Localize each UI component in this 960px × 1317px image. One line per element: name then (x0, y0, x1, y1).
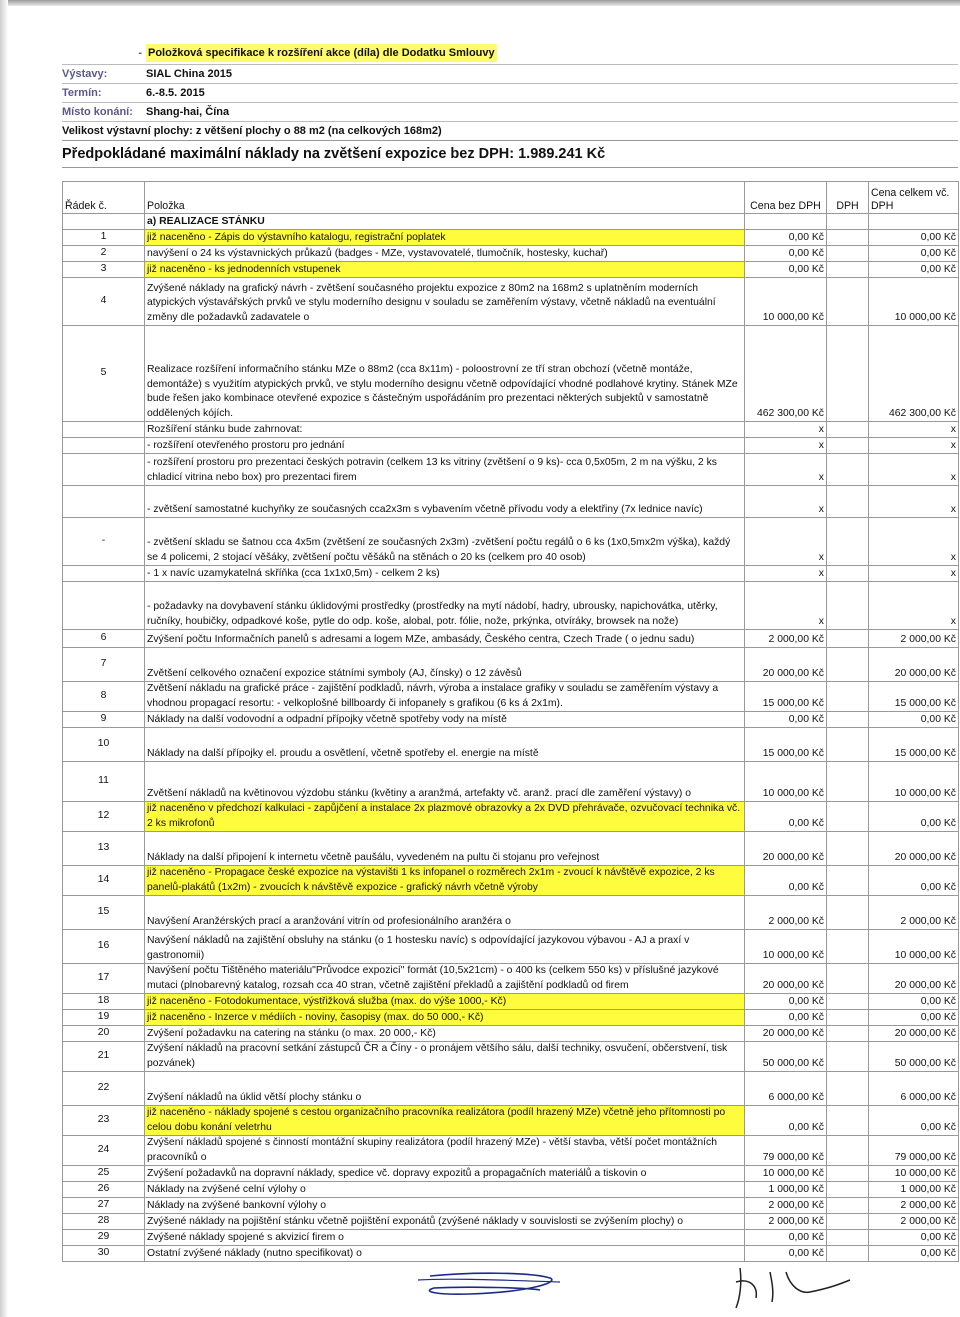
row-description: Náklady na zvýšené celní výlohy o (145, 1182, 745, 1198)
row-description: již naceněno - Inzerce v médiích - noviny, časopisy (max. do 50 000,- Kč) (145, 1010, 745, 1026)
row-total: 0,00 Kč (869, 262, 959, 278)
row-price: x (745, 454, 827, 486)
row-total: x (869, 518, 959, 566)
row-total: 462 300,00 Kč (869, 326, 959, 422)
row-total: x (869, 582, 959, 630)
row-price: 0,00 Kč (745, 230, 827, 246)
row-price: 0,00 Kč (745, 1230, 827, 1246)
row-vat (827, 896, 869, 930)
table-row (63, 682, 959, 712)
max-costs-heading: Předpokládané maximální náklady na zvětšení expozice bez DPH: 1.989.241 Kč (62, 140, 958, 168)
row-price: x (745, 438, 827, 454)
col-row-no: Řádek č. (63, 182, 145, 214)
table-row (63, 964, 959, 994)
table-row (63, 712, 959, 728)
row-total: 0,00 Kč (869, 994, 959, 1010)
row-total: 20 000,00 Kč (869, 964, 959, 994)
table-row (63, 1072, 959, 1106)
row-vat (827, 1230, 869, 1246)
table-row (63, 1230, 959, 1246)
row-number: 3 (63, 262, 145, 278)
row-number (63, 422, 145, 438)
table-row (63, 1198, 959, 1214)
row-description: již naceněno - Zápis do výstavního katalogu, registrační poplatek (145, 230, 745, 246)
row-price: 0,00 Kč (745, 712, 827, 728)
row-number: 7 (63, 648, 145, 682)
row-number: 10 (63, 728, 145, 762)
row-total: x (869, 486, 959, 518)
table-row (63, 728, 959, 762)
table-row (63, 1136, 959, 1166)
row-price: 0,00 Kč (745, 802, 827, 832)
row-description: Zvýšení nákladů na pracovní setkání zástupců ČR a Číny - o pronájem většího sálu, další techniky, osvučení, občerstvení, tisk pozvánek) (145, 1042, 745, 1072)
row-description: již naceněno - Propagace české expozice na výstavišti 1 ks infopanel o rozměrech 2x1m - zvoucí k návštěvě expozice, 2 ks panelů-plakátů (1x2m) - zvoucích k návštěvě expozice - grafický návrh včetně výroby (145, 866, 745, 896)
row-vat (827, 230, 869, 246)
table-row (63, 630, 959, 648)
row-vat (827, 1106, 869, 1136)
table-row (63, 1106, 959, 1136)
row-total: 20 000,00 Kč (869, 648, 959, 682)
section-title: a) REALIZACE STÁNKU (145, 214, 745, 230)
table-row (63, 802, 959, 832)
row-total: 6 000,00 Kč (869, 1072, 959, 1106)
row-price: 0,00 Kč (745, 1106, 827, 1136)
row-number: 17 (63, 964, 145, 994)
row-number: 2 (63, 246, 145, 262)
header-value: 6.-8.5. 2015 (146, 87, 205, 99)
document-title: Položková specifikace k rozšíření akce (díla) dle Dodatku Smlouvy (146, 44, 497, 62)
row-vat (827, 1026, 869, 1042)
row-vat (827, 1042, 869, 1072)
scan-top-edge (0, 0, 960, 6)
row-number: 1 (63, 230, 145, 246)
row-vat (827, 802, 869, 832)
area-description: Velikost výstavní plochy: z většení plochy o 88 m2 (na celkových 168m2) (62, 125, 442, 137)
row-number: 23 (63, 1106, 145, 1136)
row-description: Náklady na další vodovodní a odpadní přípojky včetně spotřeby vody na místě (145, 712, 745, 728)
row-price: 10 000,00 Kč (745, 1166, 827, 1182)
row-total: 50 000,00 Kč (869, 1042, 959, 1072)
row-total: 79 000,00 Kč (869, 1136, 959, 1166)
row-vat (827, 566, 869, 582)
table-row (63, 486, 959, 518)
row-vat (827, 832, 869, 866)
row-price: 15 000,00 Kč (745, 728, 827, 762)
table-row (63, 1214, 959, 1230)
row-number: 9 (63, 712, 145, 728)
row-price: 10 000,00 Kč (745, 278, 827, 326)
table-row (63, 438, 959, 454)
row-description: Zvýšení počtu Informačních panelů s adresami a logem MZe, ambasády, Českého centra, Czech Trade ( o jednu sadu) (145, 630, 745, 648)
row-price: 2 000,00 Kč (745, 896, 827, 930)
header-title-row: - Položková specifikace k rozšíření akce (díla) dle Dodatku Smlouvy (62, 44, 958, 64)
row-total: 10 000,00 Kč (869, 762, 959, 802)
row-total: 0,00 Kč (869, 712, 959, 728)
row-number (63, 438, 145, 454)
row-total: x (869, 566, 959, 582)
header-label: Termín: (62, 87, 102, 99)
row-price: x (745, 582, 827, 630)
row-number: 24 (63, 1136, 145, 1166)
row-description: Zvýšené náklady na grafický návrh - zvětšení současného projektu expozice z 80m2 na 168m2 s uplatněním moderních atypických výstavářských prvků ve stylu moderního designu v souladu se zaměřením výstavy, včetně nákladů na eventuální změny dle požadavků zadavatele o (145, 278, 745, 326)
table-row (63, 648, 959, 682)
row-number: 30 (63, 1246, 145, 1262)
table-row (63, 246, 959, 262)
row-vat (827, 630, 869, 648)
row-number: - (63, 518, 145, 566)
table-row (63, 1182, 959, 1198)
row-price: 2 000,00 Kč (745, 1214, 827, 1230)
row-number: 25 (63, 1166, 145, 1182)
row-vat (827, 1214, 869, 1230)
row-number: 12 (63, 802, 145, 832)
row-price: x (745, 486, 827, 518)
row-description: Náklady na další připojení k internetu včetně paušálu, vyvedeném na pultu či stojanu pro veřejnost (145, 832, 745, 866)
row-number (63, 582, 145, 630)
row-number: 21 (63, 1042, 145, 1072)
table-row (63, 566, 959, 582)
row-total: x (869, 454, 959, 486)
row-vat (827, 1166, 869, 1182)
table-row (63, 762, 959, 802)
row-number: 27 (63, 1198, 145, 1214)
table-row (63, 832, 959, 866)
row-vat (827, 278, 869, 326)
header-value: Shang-hai, Čína (146, 106, 230, 118)
row-number: 13 (63, 832, 145, 866)
row-vat (827, 518, 869, 566)
row-price: 0,00 Kč (745, 866, 827, 896)
row-vat (827, 422, 869, 438)
row-price: x (745, 566, 827, 582)
row-total: 0,00 Kč (869, 1246, 959, 1262)
row-number: 4 (63, 278, 145, 326)
row-total: 15 000,00 Kč (869, 728, 959, 762)
document-header (62, 44, 958, 168)
row-description: již naceněno v předchozí kalkulaci - zapůjčení a instalace 2x plazmové obrazovky a 2x DVD přehrávače, ozvučovací technika vč. 2 ks mikrofonů (145, 802, 745, 832)
row-vat (827, 712, 869, 728)
row-total: 0,00 Kč (869, 802, 959, 832)
row-total: x (869, 422, 959, 438)
row-price: x (745, 422, 827, 438)
row-description: Realizace rozšíření informačního stánku MZe o 88m2 (cca 8x11m) - poloostrovní ze tří stran obchozí (včetně montáže, demontáže) s využitím atypických prvků, ve stylu moderního designu včetně odpovídající vhodné podlahové krytiny. Stánek MZe bude řešen jako kombinace otevřené expozice s částečným uspořádáním pro prezentaci některých subjektů v samostatně oddělených kójích. (145, 326, 745, 422)
row-number: 26 (63, 1182, 145, 1198)
table-row (63, 518, 959, 566)
scan-left-edge (0, 0, 8, 1317)
table-row (63, 896, 959, 930)
header-label: Místo konání: (62, 106, 133, 118)
row-price: 1 000,00 Kč (745, 1182, 827, 1198)
row-description: Zvětšení nákladu na grafické práce - zajištění podkladů, návrh, výroba a instalace grafiky v souladu se zaměřením výstavy a vhodnou propagací resortu: - velkoplošné billboardy či infopanely s grafikou (6 ks á 2x1m). (145, 682, 745, 712)
row-vat (827, 762, 869, 802)
row-description: Navýšení nákladů na zajištění obsluhy na stánku (o 1 hostesku navíc) s odpovídající jazykovou výbavou - AJ a praxí v gastronomii) (145, 930, 745, 964)
row-number: 18 (63, 994, 145, 1010)
row-description: Náklady na zvýšené bankovní výlohy o (145, 1198, 745, 1214)
header-area-row (62, 121, 958, 140)
row-description: navýšení o 24 ks výstavnických průkazů (badges - MZe, vystavovatelé, tlumočník, hostesky, kuchař) (145, 246, 745, 262)
row-description: - 1 x navíc uzamykatelná skříňka (cca 1x1x0,5m) - celkem 2 ks) (145, 566, 745, 582)
row-description: Zvýšené náklady na pojištění stánku včetně pojištění exponátů (zvýšené náklady v souvislosti se zvýšením plochy) o (145, 1214, 745, 1230)
row-description: již naceněno - náklady spojené s cestou organizačního pracovníka realizátora (podíl hrazený MZe) včetně jeho přítomnosti po celou dobu konání veletrhu (145, 1106, 745, 1136)
row-number: 16 (63, 930, 145, 964)
row-price: 0,00 Kč (745, 1246, 827, 1262)
row-total: 10 000,00 Kč (869, 278, 959, 326)
header-date-row (62, 83, 958, 102)
table-row (63, 422, 959, 438)
row-vat (827, 262, 869, 278)
table-row (63, 278, 959, 326)
row-description: Zvětšení celkového označení expozice státními symboly (AJ, čínsky) o 12 závěsů (145, 648, 745, 682)
row-vat (827, 1198, 869, 1214)
row-description: již naceněno - ks jednodenních vstupenek (145, 262, 745, 278)
row-vat (827, 582, 869, 630)
table-row (63, 262, 959, 278)
row-price: 79 000,00 Kč (745, 1136, 827, 1166)
table-row (63, 326, 959, 422)
table-row (63, 1026, 959, 1042)
row-price: 6 000,00 Kč (745, 1072, 827, 1106)
row-total: 0,00 Kč (869, 866, 959, 896)
row-total: 10 000,00 Kč (869, 1166, 959, 1182)
row-total: 2 000,00 Kč (869, 1214, 959, 1230)
row-description: Zvýšení nákladů spojené s činností montážní skupiny realizátora (podíl hrazený MZe) - větší stavba, větší počet montážních pracovníků o (145, 1136, 745, 1166)
table-row (63, 1010, 959, 1026)
header-value: SIAL China 2015 (146, 68, 232, 80)
row-number: 11 (63, 762, 145, 802)
row-total: 2 000,00 Kč (869, 630, 959, 648)
row-price: 10 000,00 Kč (745, 930, 827, 964)
table-row (63, 1042, 959, 1072)
row-description: již naceněno - Fotodokumentace, výstřižková služba (max. do výše 1000,- Kč) (145, 994, 745, 1010)
row-total: 0,00 Kč (869, 246, 959, 262)
row-total: x (869, 438, 959, 454)
row-vat (827, 728, 869, 762)
table-row (63, 582, 959, 630)
row-vat (827, 648, 869, 682)
row-total: 10 000,00 Kč (869, 930, 959, 964)
signature-scribble (410, 1258, 930, 1313)
header-label: Výstavy: (62, 68, 108, 80)
row-vat (827, 964, 869, 994)
row-price: 0,00 Kč (745, 994, 827, 1010)
row-price: 50 000,00 Kč (745, 1042, 827, 1072)
table-header-row (63, 182, 959, 214)
row-number (63, 454, 145, 486)
row-vat (827, 454, 869, 486)
row-price: 0,00 Kč (745, 1010, 827, 1026)
row-price: 2 000,00 Kč (745, 1198, 827, 1214)
col-price: Cena bez DPH (745, 182, 827, 214)
row-description: Navýšení Aranžérských prací a aranžování vitrín od profesionálního aranžéra o (145, 896, 745, 930)
row-vat (827, 994, 869, 1010)
row-price: x (745, 518, 827, 566)
table-row (63, 454, 959, 486)
row-description: - zvětšení samostatné kuchyňky ze současných cca2x3m s vybavením včetně přívodu vody a elektřiny (7x lednice navíc) (145, 486, 745, 518)
row-number: 14 (63, 866, 145, 896)
row-price: 20 000,00 Kč (745, 1026, 827, 1042)
row-description: - požadavky na dovybavení stánku úklidovými prostředky (prostředky na mytí nádobí, hadry, ubrousky, napichovátka, utěrky, ručníky, houbičky, odpadkové koše, pytle do odp. koše, alobal, potr. fólie, nože, prkýnka, otvíráky, browsek na nože) (145, 582, 745, 630)
row-vat (827, 1010, 869, 1026)
row-description: Ostatní zvýšené náklady (nutno specifikovat) o (145, 1246, 745, 1262)
row-description: - zvětšení skladu se šatnou cca 4x5m (zvětšení ze současných 2x3m) -zvětšení počtu regálů o 6 ks (1x0,5mx2m výška), každý se 4 policemi, 2 stojací věšáky, zvětšení počtu věšáků na stěnách o 20 ks (celkem pro 40 osob) (145, 518, 745, 566)
row-price: 20 000,00 Kč (745, 964, 827, 994)
row-number: 6 (63, 630, 145, 648)
row-total: 20 000,00 Kč (869, 1026, 959, 1042)
row-number: 15 (63, 896, 145, 930)
table-row (63, 994, 959, 1010)
table-row (63, 230, 959, 246)
row-vat (827, 486, 869, 518)
header-place-row (62, 102, 958, 121)
row-total: 2 000,00 Kč (869, 896, 959, 930)
row-description: Zvýšení nákladů na úklid větší plochy stánku o (145, 1072, 745, 1106)
row-vat (827, 866, 869, 896)
row-description: Zvětšení nákladů na květinovou výzdobu stánku (květiny a aranžmá, artefakty vč. aranž. prací dle zaměření výstavy) o (145, 762, 745, 802)
row-total: 0,00 Kč (869, 1106, 959, 1136)
row-total: 0,00 Kč (869, 1230, 959, 1246)
row-price: 2 000,00 Kč (745, 630, 827, 648)
table-row (63, 930, 959, 964)
row-number: 28 (63, 1214, 145, 1230)
row-price: 10 000,00 Kč (745, 762, 827, 802)
row-description: Náklady na další přípojky el. proudu a osvětlení, včetně spotřeby el. energie na místě (145, 728, 745, 762)
row-number: 8 (63, 682, 145, 712)
row-number: 29 (63, 1230, 145, 1246)
row-total: 0,00 Kč (869, 230, 959, 246)
row-vat (827, 326, 869, 422)
row-price: 20 000,00 Kč (745, 832, 827, 866)
row-description: Navýšení počtu Tištěného materiálu"Průvodce expozicí" formát (10,5x21cm) - o 400 ks (celkem 550 ks) v příslušné jazykové mutaci (plnobarevný katalog, rozsah cca 40 stran, včetně zajištění překladů a zajištění podkladů od firem (145, 964, 745, 994)
row-number (63, 486, 145, 518)
row-total: 20 000,00 Kč (869, 832, 959, 866)
header-exhibition-row (62, 64, 958, 83)
row-number: 5 (63, 326, 145, 422)
row-price: 0,00 Kč (745, 262, 827, 278)
row-total: 0,00 Kč (869, 1010, 959, 1026)
items-body (63, 230, 959, 1262)
row-number: 22 (63, 1072, 145, 1106)
row-description: Zvýšené náklady spojené s akvizicí firem o (145, 1230, 745, 1246)
row-price: 0,00 Kč (745, 246, 827, 262)
row-description: - rozšíření prostoru pro prezentaci českých potravin (celkem 13 ks vitriny (zvětšení o 9 ks)- cca 0,5x05m, 2 m na výšku, 2 ks chladicí vitrina nebo box) pro prezentaci firem (145, 454, 745, 486)
row-description: Zvýšení požadavku na catering na stánku (o max. 20 000,- Kč) (145, 1026, 745, 1042)
row-vat (827, 1136, 869, 1166)
row-description: Zvýšení požadavků na dopravní náklady, spedice vč. dopravy expozitů a propagačních materiálů a tiskovin o (145, 1166, 745, 1182)
section-row (63, 214, 959, 230)
row-vat (827, 1072, 869, 1106)
row-vat (827, 930, 869, 964)
row-total: 15 000,00 Kč (869, 682, 959, 712)
row-vat (827, 438, 869, 454)
row-vat (827, 1182, 869, 1198)
row-number (63, 566, 145, 582)
table-row (63, 1166, 959, 1182)
row-price: 15 000,00 Kč (745, 682, 827, 712)
col-vat: DPH (827, 182, 869, 214)
table-row (63, 866, 959, 896)
row-total: 2 000,00 Kč (869, 1198, 959, 1214)
row-description: Rozšíření stánku bude zahrnovat: (145, 422, 745, 438)
row-vat (827, 246, 869, 262)
row-price: 20 000,00 Kč (745, 648, 827, 682)
items-table (62, 181, 959, 1262)
row-number: 20 (63, 1026, 145, 1042)
row-total: 1 000,00 Kč (869, 1182, 959, 1198)
row-price: 462 300,00 Kč (745, 326, 827, 422)
row-vat (827, 682, 869, 712)
row-description: - rozšíření otevřeného prostoru pro jednání (145, 438, 745, 454)
row-number: 19 (63, 1010, 145, 1026)
col-total: Cena celkem vč. DPH (869, 182, 959, 214)
col-item: Položka (145, 182, 745, 214)
